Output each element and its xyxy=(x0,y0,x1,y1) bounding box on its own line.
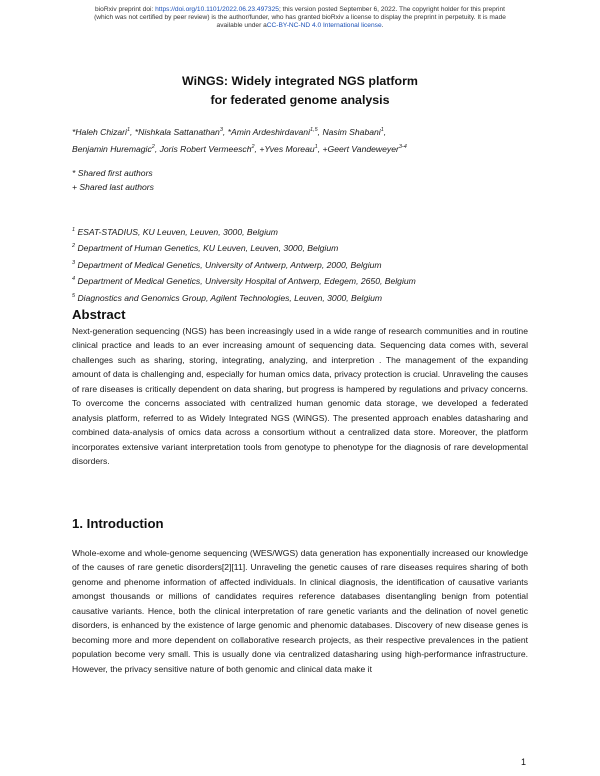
author-list xyxy=(72,123,532,158)
abstract-heading: Abstract xyxy=(72,307,126,322)
affiliation-item: $^2$ Department of Human Genetics, KU Leuven, Leuven, 3000, Belgium xyxy=(72,243,339,254)
introduction-text: Whole-exome and whole-genome sequencing (WES/WGS) data generation has exponentially increased our knowledge of the causes of rare genetic disorders[2][11]. Unraveling the genetic causes of rare diseases requires sharing of both genome and phenome information of affected individuals. In clinical diagnosis, the identification of causative variants amongst thousands or millions of candidates requires reference databases disentangling benign from potential causative variants. Hence, both the clinical interpretation of rare genetic variants and the delination of novel genetic disorders, is enhanced by the existence of large genomic and phenomic databases. Discovery of new disease genes is becoming more and more dependent on collaborative research projects, as their respective prevalences in the patient population become very small. This is usually done via centralized datasharing using high-performance infrastructure. However, the privacy sensitive nature of both genomic and clinical data make it xyxy=(72,548,528,674)
author-name: *Nishkala Sattanathan xyxy=(134,126,220,137)
preprint-header xyxy=(0,6,600,30)
author-name: Nasim Shabani xyxy=(322,126,381,137)
abstract-text: Next-generation sequencing (NGS) has been increasingly used in a wide range of research communities and in routine clinical practice and leads to an ever increasing amount of sequencing data. Sequencing data comes with, several challenges such as sharing, storing, integrating, analyzing, and interpretion . The management of the expanding amount of data is challenging and, especially for human omics data, privacy protection is crucial. Unraveling the causes of rare diseases is critically dependent on data sharing, but progress is hampered by regulations and privacy concerns. To overcome the concerns associated with centralized human genomic data storage, we developed a federated analysis platform, referred to as Widely Integrated NGS (WiNGS). The presented approach enables datasharing and combined data-analysis of omics data across a consortium without a centralized data store. Moreover, the platform incorporates extensive variant interpretation tools from genotype to phenotype for the diagnosis of rare developmental disorders. xyxy=(72,326,528,467)
page-number: 1 xyxy=(521,757,527,767)
affiliation-item: $^4$ Department of Medical Genetics, University Hospital of Antwerp, Edegem, 2650, Belgium xyxy=(72,276,416,287)
author-name: Joris Robert Vermeesch xyxy=(159,144,252,155)
license-link[interactable]: CC-BY-NC-ND 4.0 International license xyxy=(266,22,382,29)
author-line-2: Benjamin Huremagic$^2$, Joris Robert Vermeesch$^2$, +Yves Moreau$^1$, +Geert Vandeweyer$^{3-4}$ xyxy=(72,144,407,155)
affiliation-item: $^3$ Department of Medical Genetics, University of Antwerp, Antwerp, 2000, Belgium xyxy=(72,259,382,270)
author-notes xyxy=(72,166,154,194)
header-line-3: available under aCC-BY-NC-ND 4.0 International license. xyxy=(216,22,384,29)
affiliation-item: $^5$ Diagnostics and Genomics Group, Agilent Technologies, Leuven, 3000, Belgium xyxy=(72,292,383,303)
author-name: *Amin Ardeshirdavani xyxy=(227,126,310,137)
paper-title xyxy=(0,72,600,110)
shared-last-note: + Shared last authors xyxy=(72,182,154,192)
title-line-2: for federated genome analysis xyxy=(210,93,390,107)
author-name: Benjamin Huremagic xyxy=(72,144,152,155)
header-line-2: (which was not certified by peer review) is the author/funder, who has granted bioRxiv a license to display the preprint in perpetuity. It is made xyxy=(94,14,506,21)
shared-first-note: * Shared first authors xyxy=(72,168,153,178)
title-line-1: WiNGS: Widely integrated NGS platform xyxy=(182,74,418,88)
doi-link[interactable]: https://doi.org/10.1101/2022.06.23.497325 xyxy=(155,6,279,13)
author-name: +Geert Vandeweyer xyxy=(322,144,399,155)
author-name: +Yves Moreau xyxy=(259,144,315,155)
affiliation-list xyxy=(72,223,416,305)
author-name: *Haleh Chizari xyxy=(72,126,127,137)
introduction-heading: 1. Introduction xyxy=(72,516,164,531)
affiliation-item: $^1$ ESAT-STADIUS, KU Leuven, Leuven, 3000, Belgium xyxy=(72,226,278,237)
author-line-1: *Haleh Chizari$^1$, *Nishkala Sattanathan$^3$, *Amin Ardeshirdavani$^{1,5}$, Nasim Shabani$^1$, xyxy=(72,126,387,137)
header-line-1: bioRxiv preprint doi: https://doi.org/10.1101/2022.06.23.497325; this version posted September 6, 2022. The copyright holder for this preprint xyxy=(95,6,505,13)
